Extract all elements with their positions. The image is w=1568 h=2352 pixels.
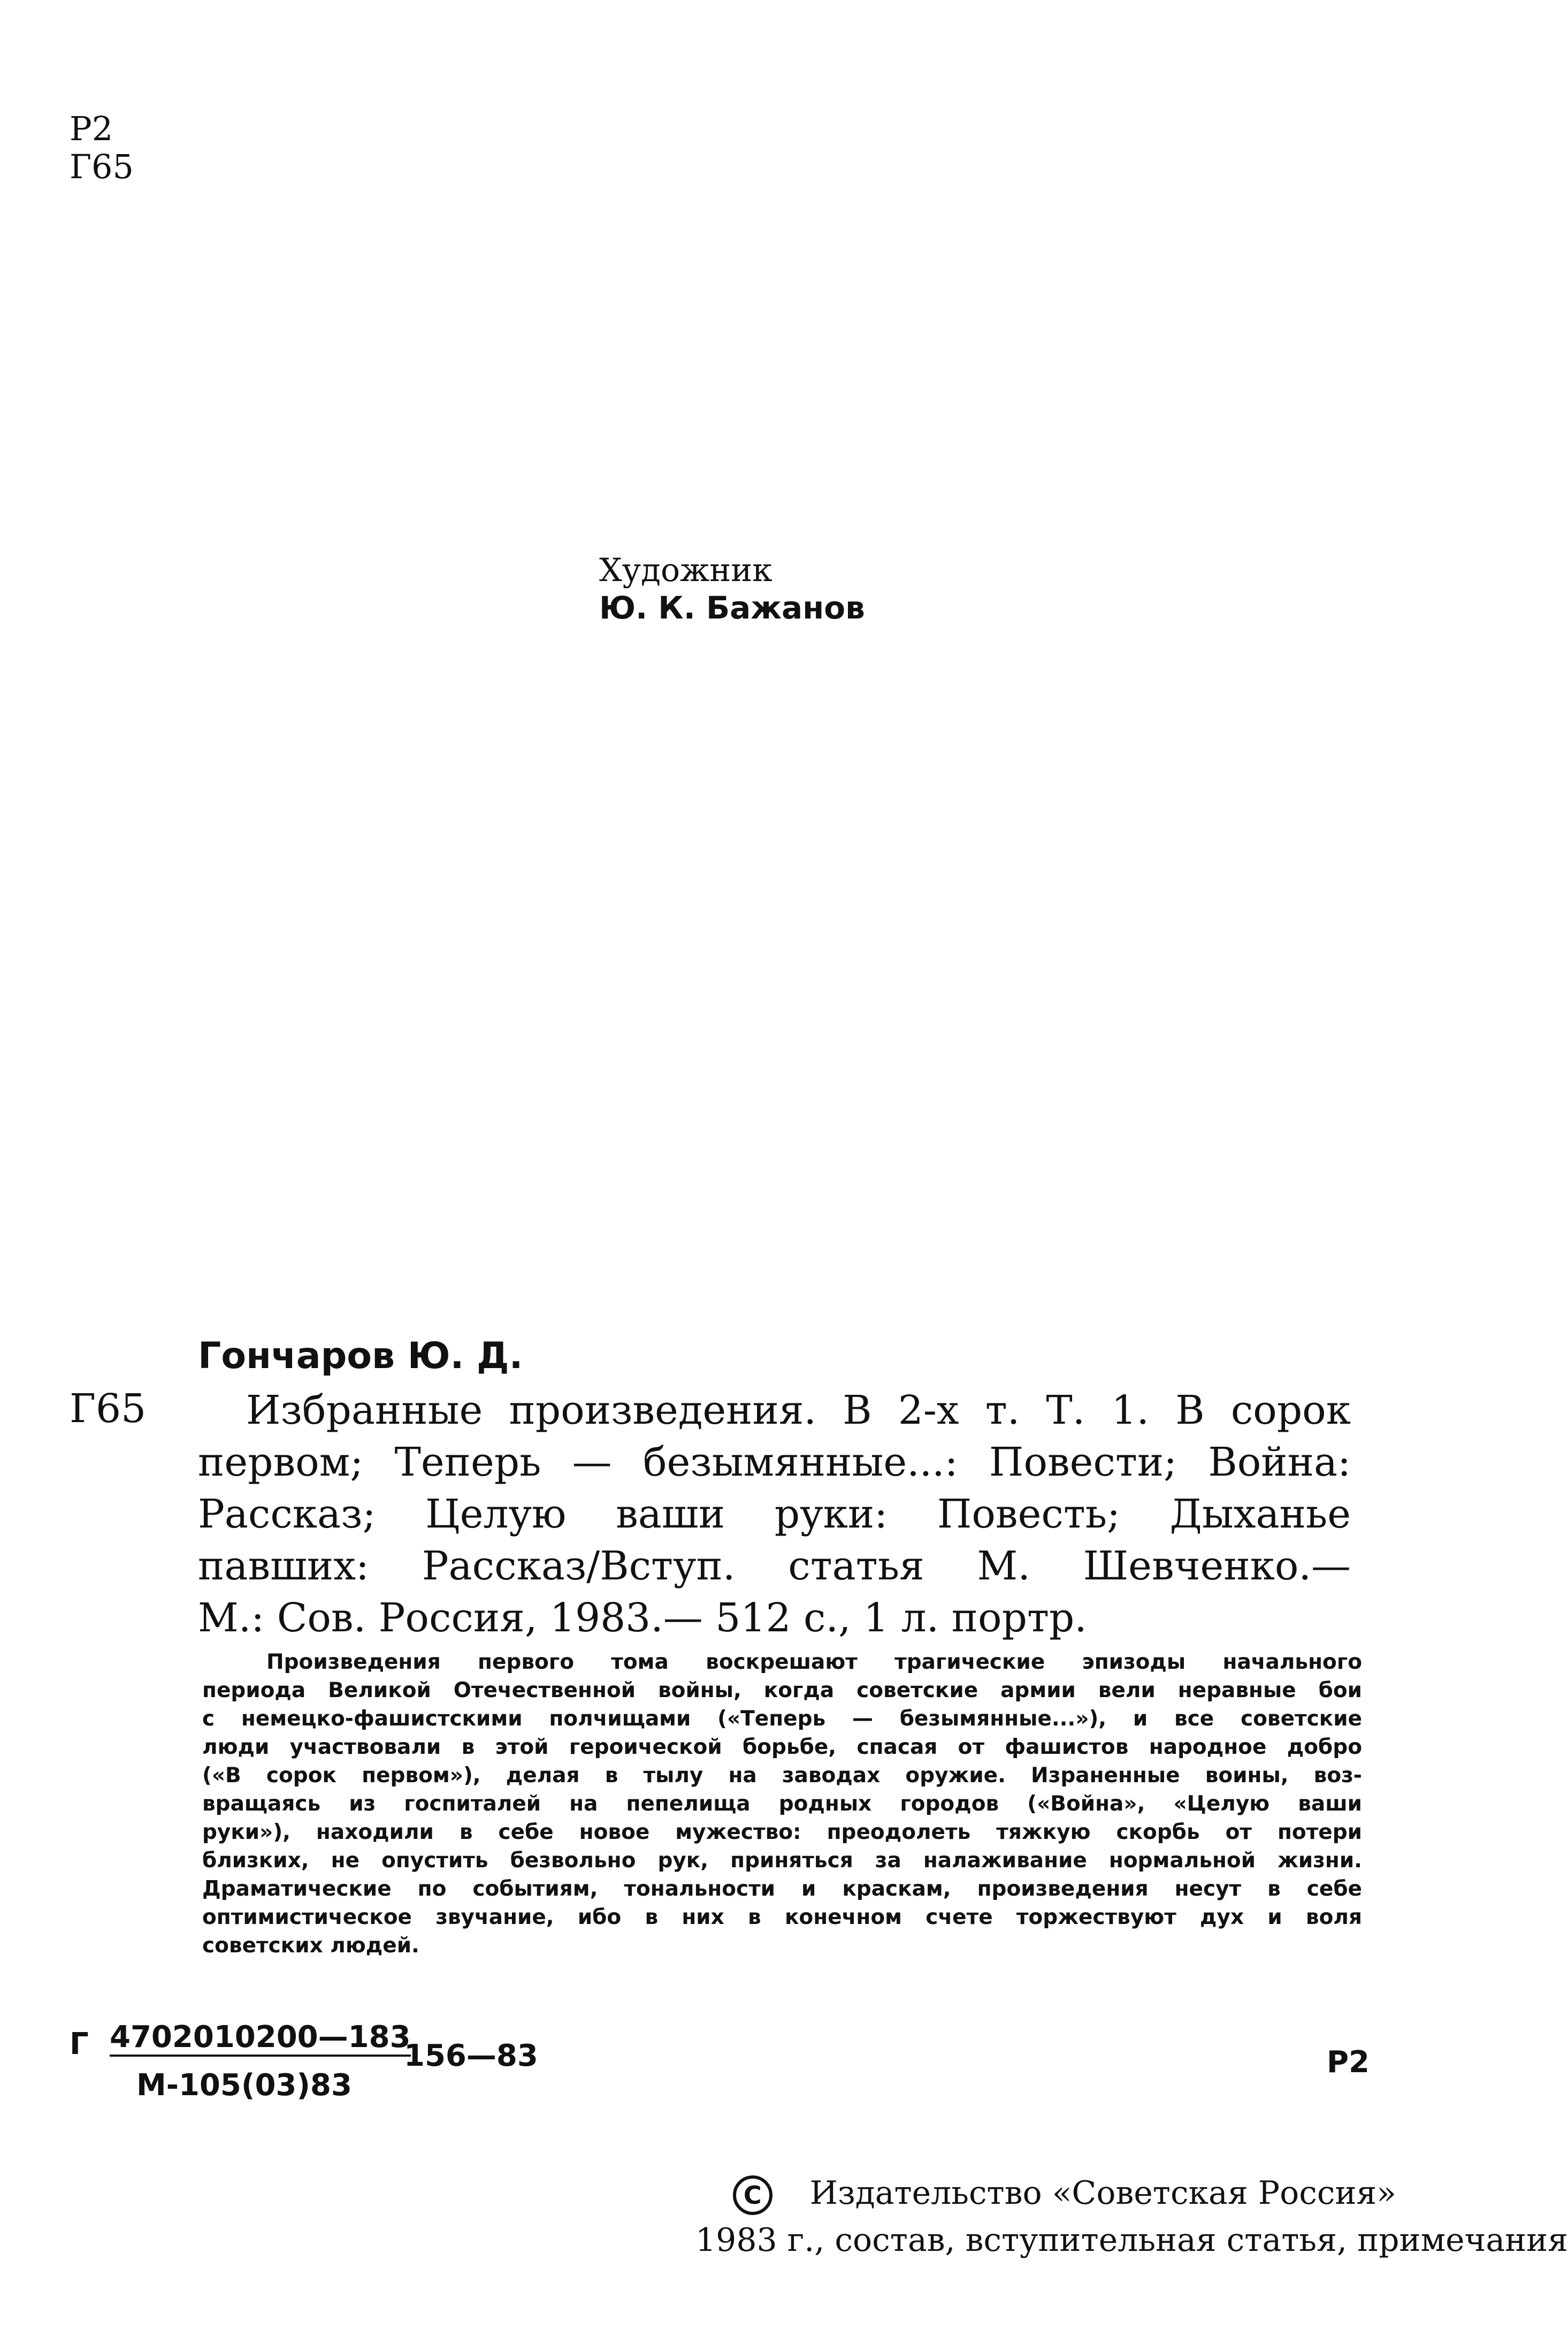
code-letter: Г [70, 2027, 89, 2061]
copyright-block [695, 2170, 1568, 2264]
annotation-line: Произведения первого тома воскрешают трагические эпизоды начального [266, 1650, 1362, 1674]
annotation-line: с немецко-фашистскими полчищами («Теперь — безымянные...»), и все советские [202, 1707, 1362, 1731]
biblio-line: Избранные произведения. В 2-х т. Т. 1. В сорок [246, 1387, 1351, 1433]
annotation-line: вращаясь из госпиталей на пепелища родных городов («Война», «Целую ваши [202, 1792, 1362, 1816]
artist-role: Художник [599, 552, 772, 589]
annotation-paragraph [202, 1648, 1362, 1960]
copyright-publisher-row [695, 2170, 1396, 2217]
biblio-line: павших: Рассказ/Вступ. статья М. Шевченко.— [198, 1543, 1351, 1589]
biblio-line: Рассказ; Целую ваши руки: Повесть; Дыханье [198, 1491, 1351, 1537]
annotation-line: Драматические по событиям, тональности и краскам, произведения несут в себе [202, 1877, 1362, 1901]
code-right: Р2 [1327, 2045, 1370, 2080]
code-numerator: 4702010200—183 [110, 2020, 411, 2057]
copyright-details: 1983 г., состав, вступительная статья, примечания [695, 2221, 1568, 2259]
author-heading: Гончаров Ю. Д. [198, 1335, 523, 1377]
annotation-line: периода Великой Отечественной войны, когда советские армии вели неравные бои [202, 1678, 1362, 1702]
biblio-line: М.: Сов. Россия, 1983.— 512 с., 1 л. портр. [198, 1595, 1087, 1641]
classification-codes [70, 110, 134, 186]
copyright-publisher: Издательство «Советская Россия» [809, 2174, 1396, 2212]
annotation-line: руки»), находили в себе новое мужество: преодолеть тяжкую скорбь от потери [202, 1820, 1362, 1844]
annotation-line: оптимистическое звучание, ибо в них в конечном счете торжествуют дух и воля [202, 1905, 1362, 1929]
bibliographic-description [198, 1385, 1351, 1644]
artist-name: Ю. К. Бажанов [599, 590, 865, 626]
annotation-line: люди участвовали в этой героической борьбе, спасая от фашистов народное добро [202, 1735, 1362, 1759]
copyright-icon: C [733, 2175, 772, 2215]
code-order-number: 156—83 [404, 2038, 538, 2073]
classification-code-1: Р2 [70, 109, 113, 148]
annotation-line: («В сорок первом»), делая в тылу на заводах оружие. Израненные воины, воз- [202, 1763, 1362, 1788]
classification-code-2: Г65 [70, 147, 134, 187]
biblio-line: первом; Теперь — безымянные...: Повести; Война: [198, 1439, 1351, 1485]
code-denominator: М-105(03)83 [136, 2068, 352, 2103]
catalog-index: Г65 [70, 1386, 147, 1432]
artist-credit [599, 551, 865, 627]
annotation-line: близких, не опустить безвольно рук, приняться за налаживание нормальной жизни. [202, 1849, 1362, 1873]
annotation-line: советских людей. [202, 1934, 419, 1958]
